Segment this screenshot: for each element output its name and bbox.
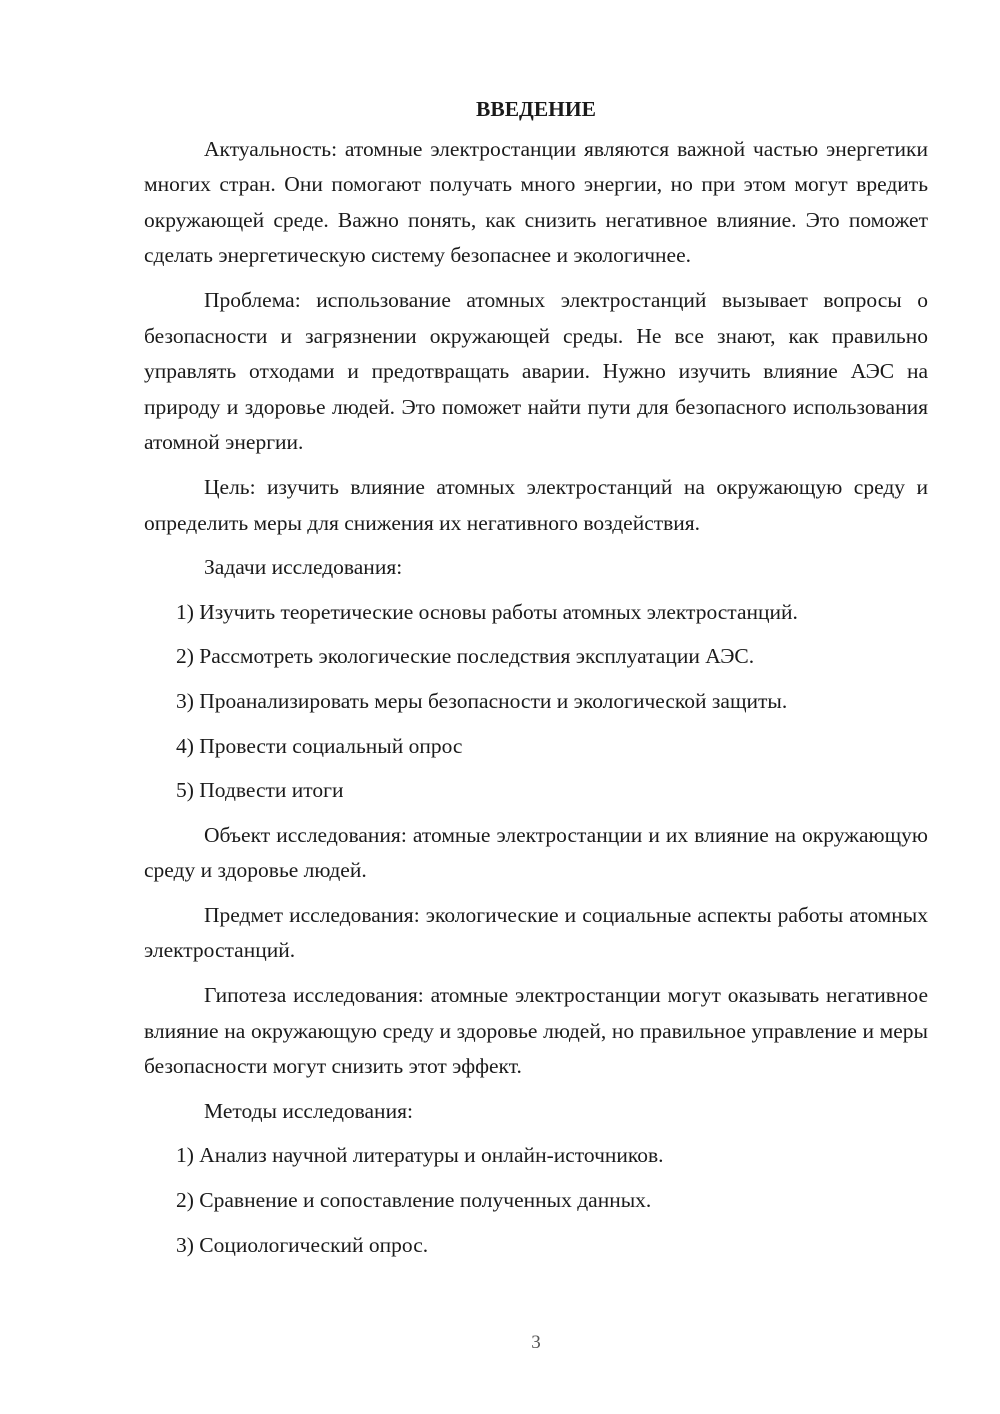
document-page bbox=[144, 92, 928, 1272]
task-item: 2) Рассмотреть экологические последствия эксплуатации АЭС. bbox=[176, 644, 755, 669]
object-paragraph: Объект исследования: атомные электростанции и их влияние на окружающую среду и здоровье людей. bbox=[144, 822, 928, 883]
hypothesis-paragraph: Гипотеза исследования: атомные электростанции могут оказывать негативное влияние на окружающую среду и здоровье людей, но правильное управление и меры безопасности могут снизить этот эффект. bbox=[144, 983, 928, 1079]
task-item: 4) Провести социальный опрос bbox=[176, 733, 463, 758]
task-item: 1) Изучить теоретические основы работы атомных электростанций. bbox=[176, 599, 798, 624]
tasks-label: Задачи исследования: bbox=[204, 555, 403, 580]
section-heading: ВВЕДЕНИЕ bbox=[476, 97, 596, 121]
relevance-paragraph: Актуальность: атомные электростанции являются важной частью энергетики многих стран. Они помогают получать много энергии, но при этом могут вредить окружающей среде. Важно понять, как снизить негативное влияние. Это поможет сделать энергетическую систему безопаснее и экологичнее. bbox=[144, 136, 928, 268]
page-number: 3 bbox=[531, 1332, 541, 1353]
method-item: 1) Анализ научной литературы и онлайн-источников. bbox=[176, 1143, 664, 1168]
method-item: 3) Социологический опрос. bbox=[176, 1232, 429, 1257]
task-item: 5) Подвести итоги bbox=[176, 778, 344, 803]
methods-label: Методы исследования: bbox=[204, 1098, 413, 1123]
task-item: 3) Проанализировать меры безопасности и экологической защиты. bbox=[176, 688, 788, 713]
subject-paragraph: Предмет исследования: экологические и социальные аспекты работы атомных электростанций. bbox=[144, 902, 928, 963]
method-item: 2) Сравнение и сопоставление полученных данных. bbox=[176, 1188, 652, 1213]
goal-paragraph: Цель: изучить влияние атомных электростанций на окружающую среду и определить меры для снижения их негативного воздействия. bbox=[144, 474, 928, 535]
problem-paragraph: Проблема: использование атомных электростанций вызывает вопросы о безопасности и загрязнении окружающей среды. Не все знают, как правильно управлять отходами и предотвращать аварии. Нужно изучить влияние АЭС на природу и здоровье людей. Это поможет найти пути для безопасного использования атомной энергии. bbox=[144, 287, 928, 455]
